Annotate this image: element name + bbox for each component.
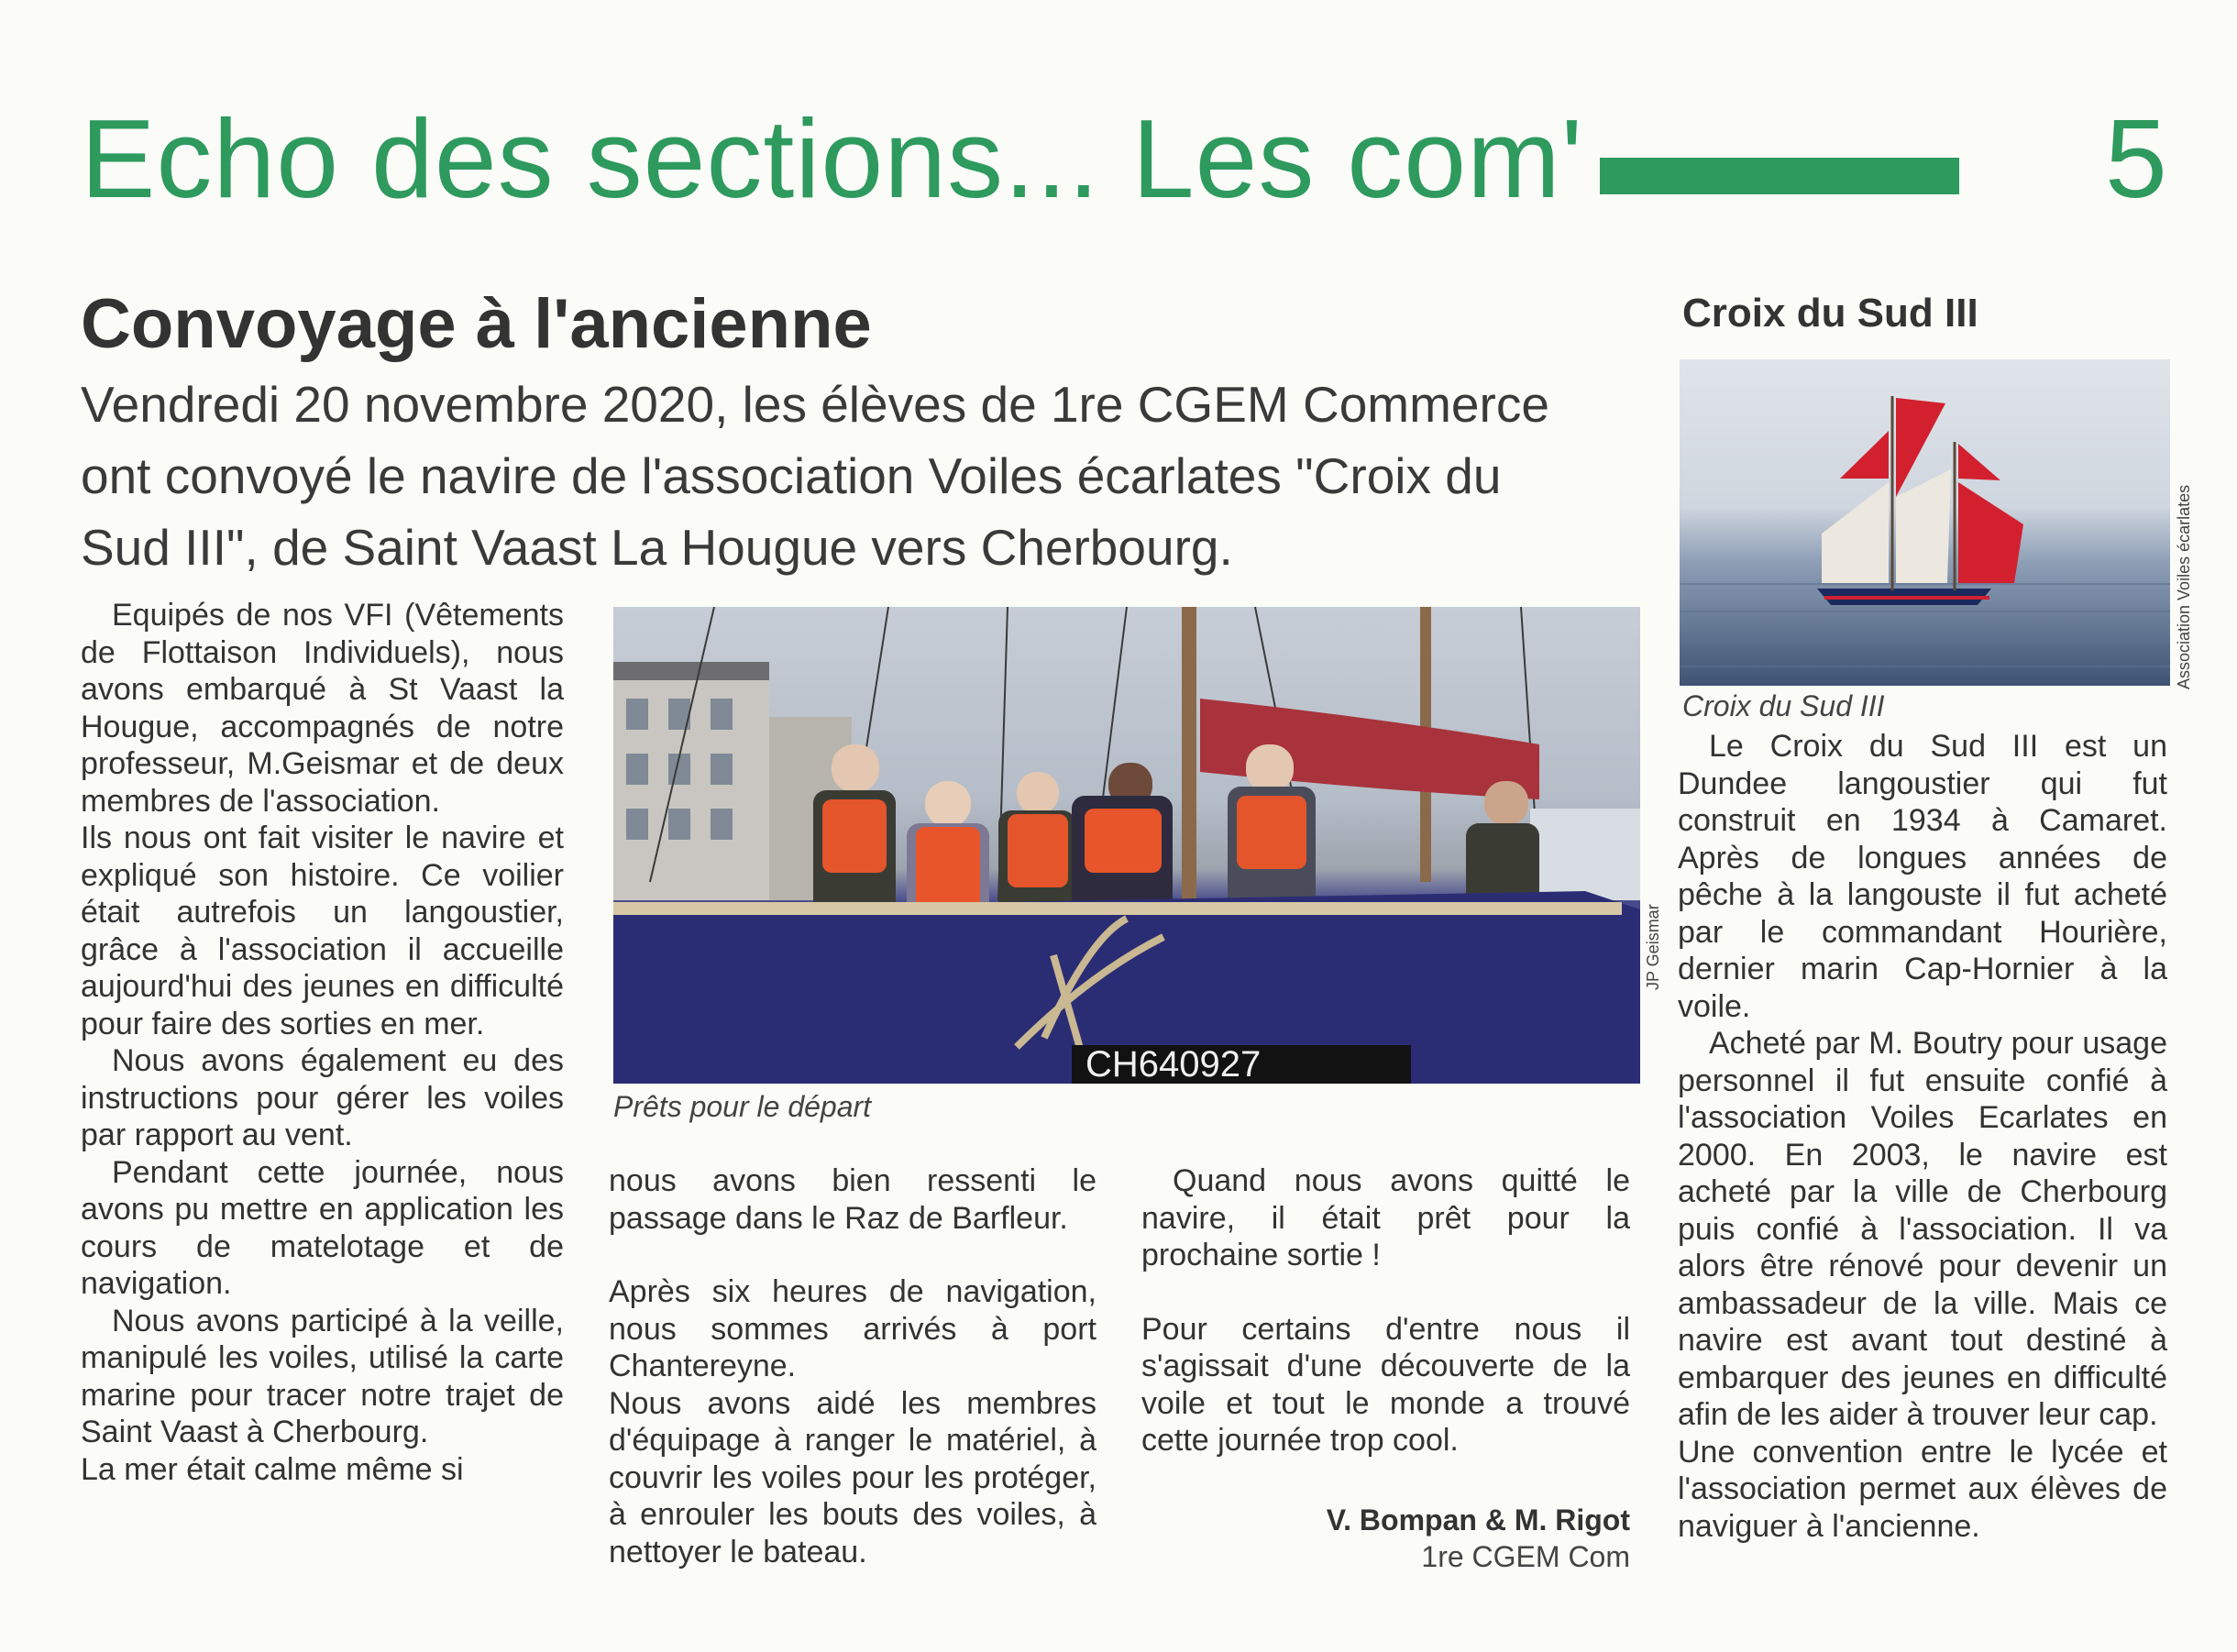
paragraph: Nous avons également eu des instructions pour gérer les voiles par rapport au vent.: [81, 1043, 564, 1152]
furled-sail: [1200, 699, 1539, 799]
paragraph: Nous avons aidé les membres d'équipage à ranger le matériel, à couvrir les voiles pour les protéger, à enrouler les bouts des voiles, à nettoyer le bateau.: [609, 1385, 1096, 1569]
header-rule: [1600, 158, 1959, 194]
mast: [1182, 607, 1196, 909]
lead-line: ont convoyé le navire de l'association Voiles écarlates "Croix du: [81, 447, 1502, 504]
jib-top: [1840, 431, 1889, 479]
article-column-1: [81, 597, 564, 1488]
lead-line: Sud III", de Saint Vaast La Hougue vers Cherbourg.: [81, 519, 1233, 576]
paragraph: Pendant cette journée, nous avons pu mettre en application les cours de matelotage et de navigation.: [81, 1154, 564, 1301]
section-title: Echo des sections... Les com': [81, 96, 1584, 221]
paragraph: Une convention entre le lycée et l'association permet aux élèves de naviguer à l'ancienne.: [1678, 1434, 2167, 1544]
article-title: Convoyage à l'ancienne: [81, 285, 872, 363]
paragraph: Pour certains d'entre nous il s'agissait d'une découverte de la voile et tout le monde a trouvé cette journée trop cool.: [1141, 1311, 1630, 1458]
sidebar-column: [1678, 728, 2167, 1545]
paragraph: Ils nous ont fait visiter le navire et expliqué son histoire. Ce voilier était autrefois un langoustier, grâce à l'association il accueille aujourd'hui des jeunes en difficulté pour faire des sorties en mer.: [81, 820, 564, 1041]
photo-caption: Prêts pour le départ: [613, 1090, 872, 1123]
photo-credit: JP Geismar: [1644, 904, 1662, 990]
paragraph: Le Croix du Sud III est un Dundee langoustier qui fut construit en 1934 à Camaret. Après de longues années de pêche à la langouste il fut acheté par le commandant Hourière, dernier marin Cap-Hornier à la voile.: [1678, 729, 2167, 1024]
ship-photo-illustration: [1680, 359, 2170, 686]
crew-photo: [613, 607, 1640, 1084]
paragraph: La mer était calme même si: [81, 1451, 464, 1487]
mainsail: [1896, 469, 1951, 583]
paragraph: Quand nous avons quitté le navire, il était prêt pour la prochaine sortie !: [1141, 1163, 1630, 1272]
foresail: [1822, 482, 1889, 583]
article-lead: [81, 369, 1658, 583]
ship-photo-caption: Croix du Sud III: [1682, 689, 1885, 722]
ship-photo-credit: Association Voiles écarlates: [2175, 484, 2193, 689]
article-column-3: [1141, 1162, 1630, 1459]
hull-number: CH640927: [1085, 1044, 1262, 1084]
author-class: 1re CGEM Com: [1421, 1540, 1630, 1573]
mizzen-sail: [1958, 482, 2023, 583]
crew-photo-illustration: [613, 607, 1640, 1084]
mizzen-top: [1958, 444, 2000, 480]
ship-photo: [1680, 359, 2170, 686]
paragraph: Nous avons participé à la veille, manipulé les voiles, utilisé la carte marine pour tracer notre trajet de Saint Vaast à Cherbourg.: [81, 1303, 564, 1449]
page-number: 5: [2105, 96, 2167, 221]
paragraph: Acheté par M. Boutry pour usage personnel il fut ensuite confié à l'association Voiles Ecarlates en 2000. En 2003, le navire est acheté par la ville de Cherbourg puis confié à l'association. Il va alors être rénové pour devenir un ambassadeur de la ville. Mais ce navire est avant tout destiné à embarquer des jeunes en difficulté afin de les aider à trouver leur cap.: [1678, 1026, 2167, 1432]
paragraph: Equipés de nos VFI (Vêtements de Flottaison Individuels), nous avons embarqué à St Vaast la Hougue, accompagnés de notre professeur, M.Geismar et de deux membres de l'association.: [81, 598, 564, 819]
lead-line: Vendredi 20 novembre 2020, les élèves de 1re CGEM Commerce: [81, 376, 1549, 433]
article-column-2: [609, 1162, 1096, 1570]
paragraph: Après six heures de navigation, nous sommes arrivés à port Chantereyne.: [609, 1274, 1096, 1383]
paragraph: nous avons bien ressenti le passage dans le Raz de Barfleur.: [609, 1163, 1096, 1236]
sidebar-title: Croix du Sud III: [1682, 291, 1978, 336]
article-authors: V. Bompan & M. Rigot: [1326, 1503, 1630, 1536]
